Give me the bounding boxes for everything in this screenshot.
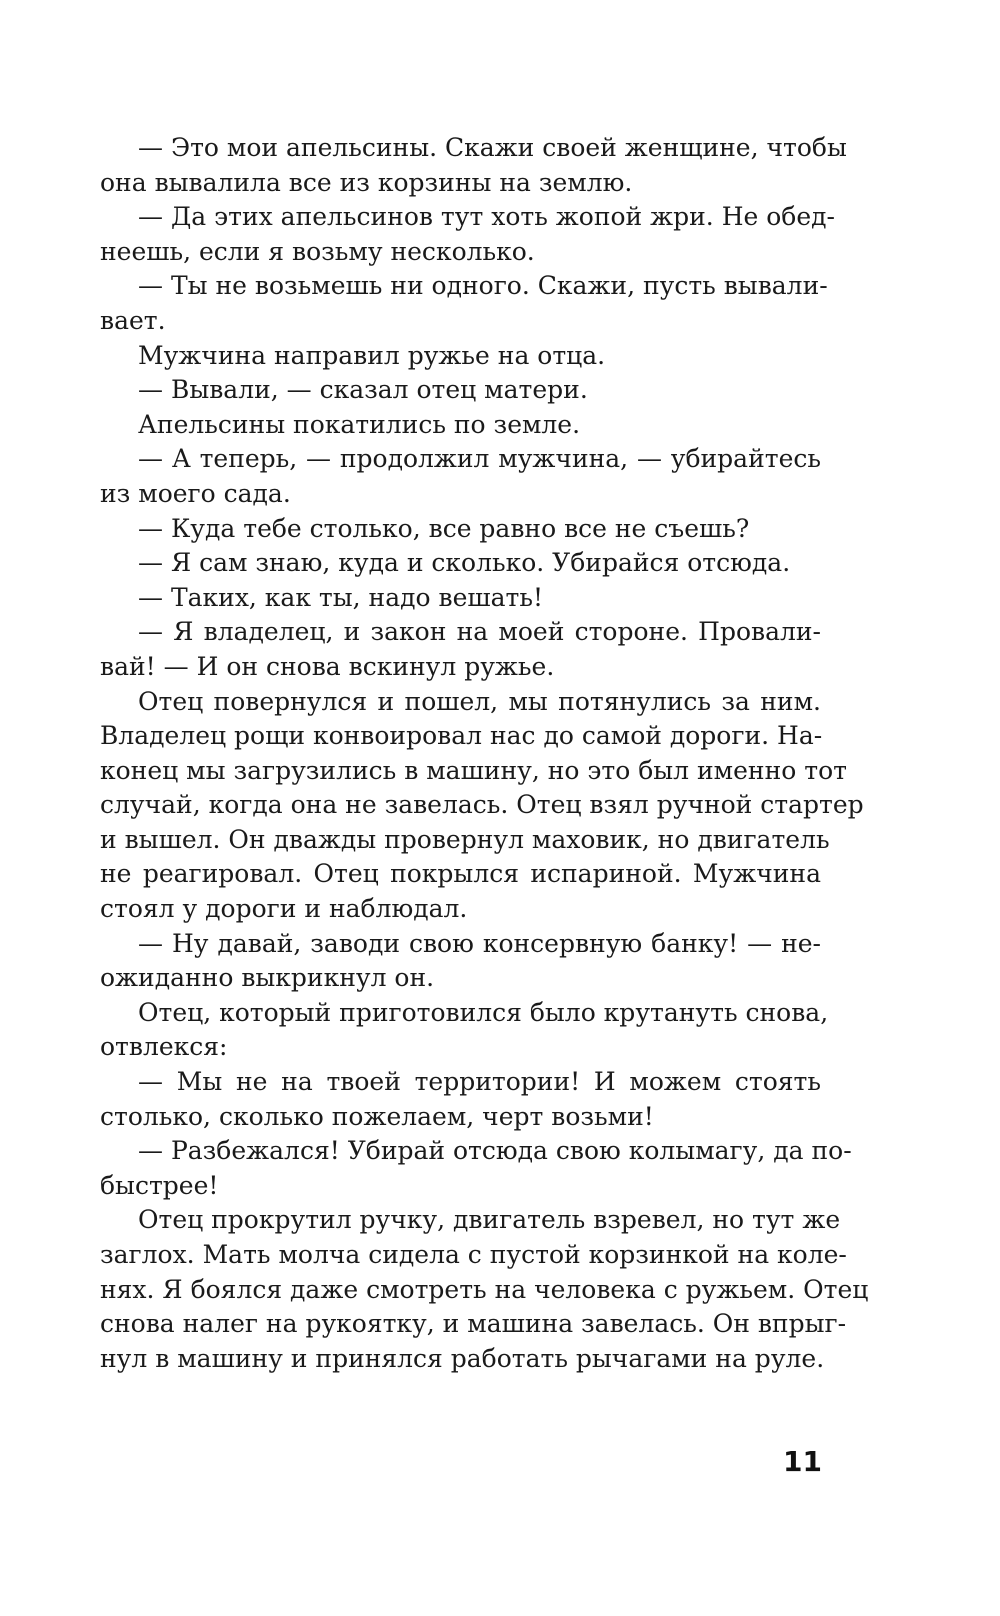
text-line: вает. <box>100 305 166 335</box>
text-line: ожиданно выкрикнул он. <box>100 963 435 993</box>
text-line: и вышел. Он дважды провернул маховик, но двигатель <box>100 824 830 854</box>
text-line: вай! — И он снова вскинул ружье. <box>100 651 555 681</box>
text-line: снова налег на рукоятку, и машина завелась. Он впрыг- <box>100 1309 847 1339</box>
text-line: быстрее! <box>100 1170 219 1200</box>
text-line: нях. Я боялся даже смотреть на человека с ружьем. Отец <box>100 1274 869 1304</box>
text-line: — Я владелец, и закон на моей стороне. Провали- <box>138 617 821 647</box>
text-line: она вывалила все из корзины на землю. <box>100 167 633 197</box>
text-line: Отец прокрутил ручку, двигатель взревел, но тут же <box>138 1205 841 1235</box>
body-text <box>100 131 869 1376</box>
text-line: не реагировал. Отец покрылся испариной. Мужчина <box>100 859 821 889</box>
page-number: 11 <box>783 1445 822 1478</box>
text-line: — Ты не возьмешь ни одного. Скажи, пусть вывали- <box>138 271 828 301</box>
text-line: заглох. Мать молча сидела с пустой корзинкой на коле- <box>100 1240 847 1269</box>
text-line: — Да этих апельсинов тут хоть жопой жри. Не обед- <box>138 202 835 232</box>
text-line: — Это мои апельсины. Скажи своей женщине, чтобы <box>138 133 847 162</box>
text-line: случай, когда она не завелась. Отец взял ручной стартер <box>100 790 864 820</box>
text-line: отвлекся: <box>100 1032 228 1062</box>
text-line: Отец повернулся и пошел, мы потянулись за ним. <box>138 686 821 716</box>
text-line: Мужчина направил ружье на отца. <box>138 340 606 370</box>
text-line: — Таких, как ты, надо вешать! <box>138 582 543 612</box>
text-line: — Вывали, — сказал отец матери. <box>138 375 588 405</box>
text-line: конец мы загрузились в машину, но это был именно тот <box>100 755 847 785</box>
text-line: Владелец рощи конвоировал нас до самой дороги. На- <box>100 721 823 751</box>
text-line: из моего сада. <box>100 478 291 508</box>
text-line: — Куда тебе столько, все равно все не съешь? <box>138 513 750 543</box>
text-line: Отец, который приготовился было крутануть снова, <box>138 997 829 1027</box>
text-line: Апельсины покатились по земле. <box>138 409 581 439</box>
text-line: — Я сам знаю, куда и сколько. Убирайся отсюда. <box>138 548 791 578</box>
text-line: — Ну давай, заводи свою консервную банку! — не- <box>138 928 821 958</box>
text-line: нул в машину и принялся работать рычагами на руле. <box>100 1343 825 1373</box>
text-line: — Мы не на твоей территории! И можем стоять <box>138 1067 821 1097</box>
text-line: — Разбежался! Убирай отсюда свою колымагу, да по- <box>138 1136 852 1166</box>
text-line: столько, сколько пожелаем, черт возьми! <box>100 1101 654 1131</box>
text-line: неешь, если я возьму несколько. <box>100 236 535 266</box>
text-line: стоял у дороги и наблюдал. <box>100 894 468 924</box>
text-line: — А теперь, — продолжил мужчина, — убирайтесь <box>138 444 821 474</box>
